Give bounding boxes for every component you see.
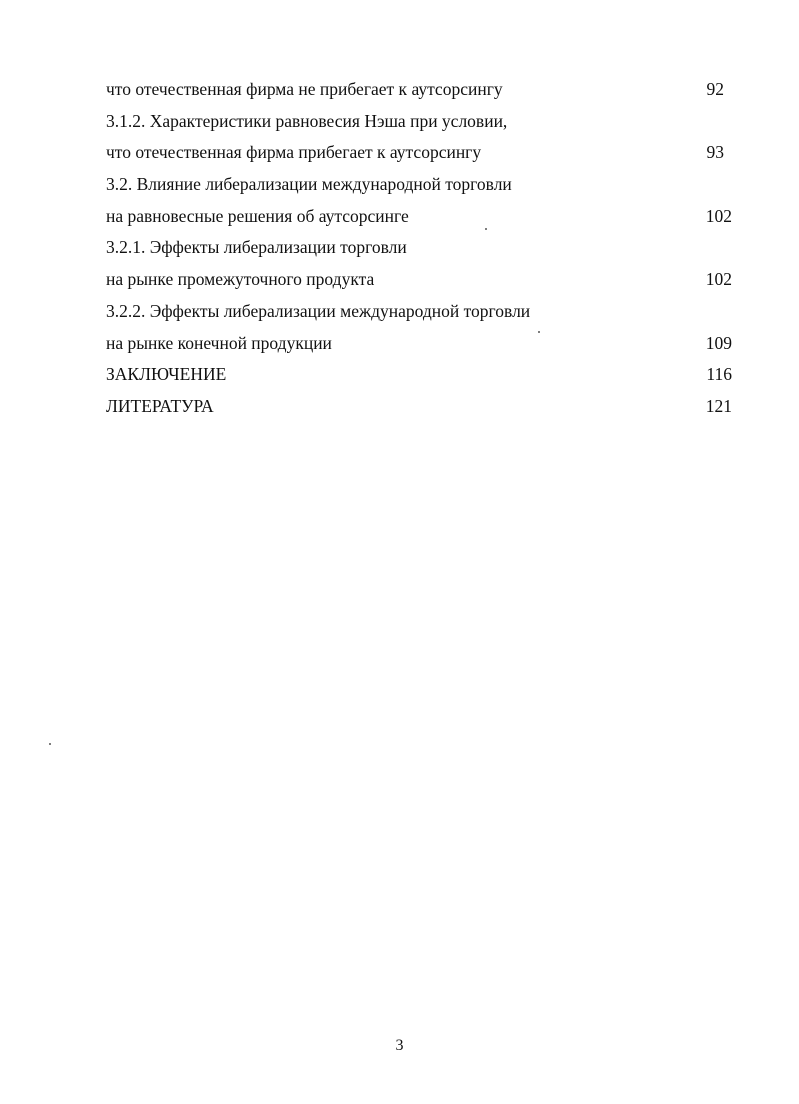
toc-entry-page: 121 [705,395,732,416]
toc-entry-text: на равновесные решения об аутсорсинге [106,205,409,226]
page-number: 3 [395,1037,404,1054]
scan-speck [538,331,540,333]
toc-entry-text: ЗАКЛЮЧЕНИЕ [106,364,227,385]
toc-entry [106,359,732,391]
toc-entry [106,106,732,138]
toc-entry-page: 93 [706,142,724,163]
toc-entry [106,391,732,423]
toc-entry-text: 3.2. Влияние либерализации международной торговли [106,174,512,195]
toc-entry-text: ЛИТЕРАТУРА [106,395,214,416]
toc-entry [106,74,732,106]
toc-entry [106,296,732,328]
toc-entry-text: 3.2.1. Эффекты либерализации торговли [106,237,407,258]
toc-entry-text: на рынке промежуточного продукта [106,269,375,290]
toc-entry [106,232,732,264]
toc-entry-text: что отечественная фирма не прибегает к аутсорсингу [106,79,503,99]
toc-entry-page: 116 [706,364,732,385]
toc-entry [106,264,732,296]
toc-entry-text: 3.2.2. Эффекты либерализации международной торговли [106,300,531,321]
toc-entry-text: что отечественная фирма прибегает к аутсорсингу [106,142,482,163]
toc-entry-text: на рынке конечной продукции [106,332,332,353]
toc-entry-page: 102 [705,269,732,290]
table-of-contents [106,74,732,423]
toc-entry-page: 109 [705,332,732,353]
toc-entry [106,201,732,233]
toc-entry-page: 92 [706,79,724,99]
scan-speck [485,228,487,230]
toc-entry-page: 102 [705,205,732,226]
toc-entry [106,169,732,201]
scan-speck [49,743,51,745]
toc-entry [106,137,732,169]
toc-entry-text: 3.1.2. Характеристики равновесия Нэша при условии, [106,110,508,131]
toc-entry [106,328,732,360]
